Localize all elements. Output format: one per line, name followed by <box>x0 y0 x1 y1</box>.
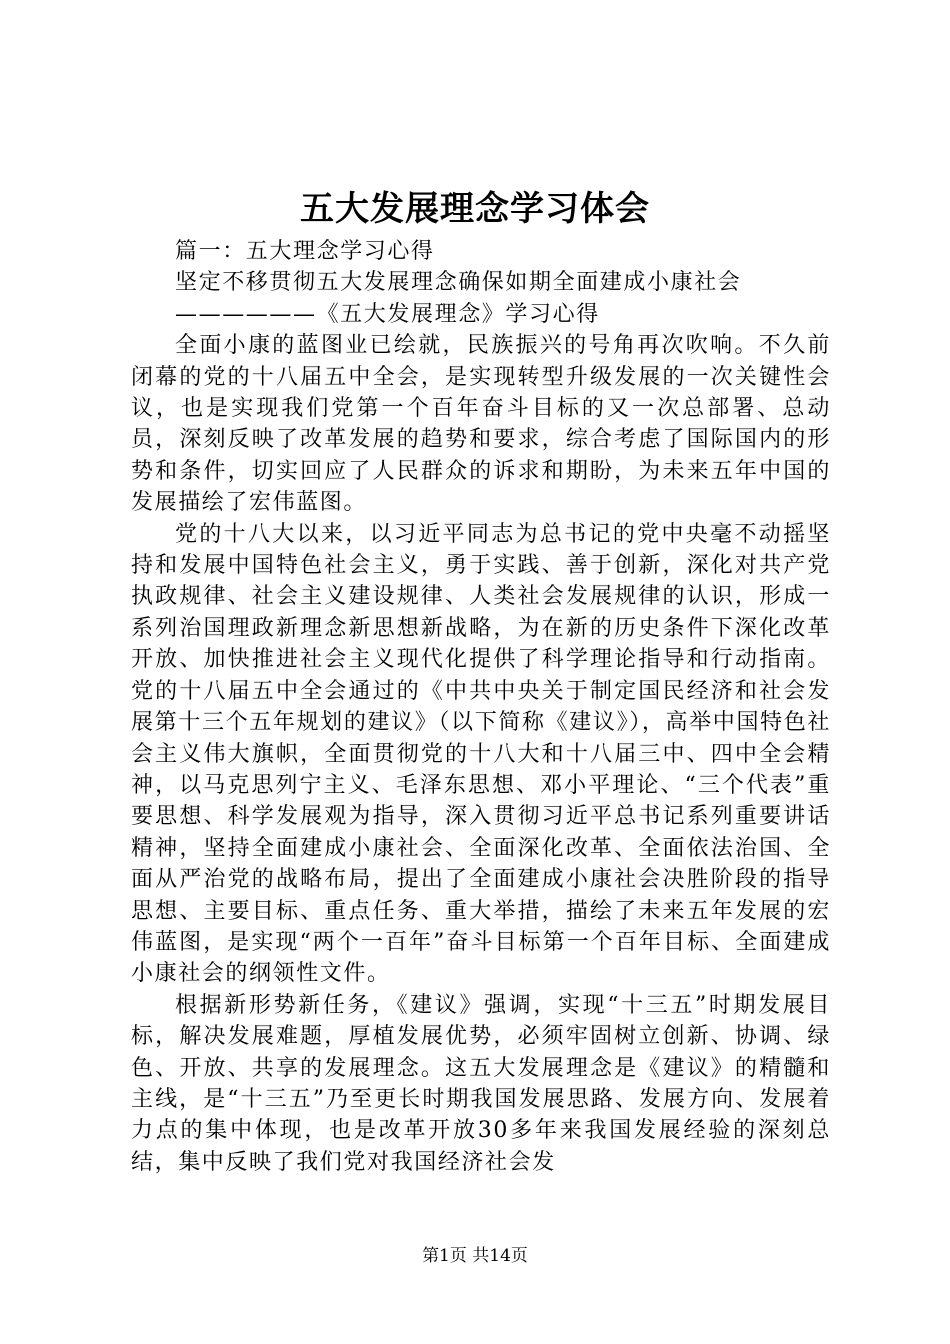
paragraph-3: 根据新形势新任务，《建议》强调，实现“十三五”时期发展目标，解决发展难题，厚植发展优势，必须牢固树立创新、协调、绿色、开放、共享的发展理念。这五大发展理念是《建议》的精髓和主线，是“十三五”乃至更长时期我国发展思路、发展方向、发展着力点的集中体现，也是改革开放30多年来我国发展经验的深刻总结，集中反映了我们党对我国经济社会发 <box>131 992 831 1175</box>
heading-line-2: 坚定不移贯彻五大发展理念确保如期全面建成小康社会 <box>175 270 742 296</box>
document-body <box>131 236 831 1178</box>
heading-line-1: 篇一：五大理念学习心得 <box>175 239 435 264</box>
paragraph-1: 全面小康的蓝图业已绘就，民族振兴的号角再次吹响。不久前闭幕的党的十八届五中全会，是实现转型升级发展的一次关键性会议，也是实现我们党第一个百年奋斗目标的又一次总部署、总动员，深刻反映了改革发展的趋势和要求，综合考虑了国际国内的形势和条件，切实回应了人民群众的诉求和期盼，为未来五年中国的发展描绘了宏伟蓝图。 <box>131 333 831 516</box>
page-footer: 第1页 共14页 <box>422 1246 528 1266</box>
paragraph-2: 党的十八大以来，以习近平同志为总书记的党中央毫不动摇坚持和发展中国特色社会主义，勇于实践、善于创新，深化对共产党执政规律、社会主义建设规律、人类社会发展规律的认识，形成一系列治国理政新理念新思想新战略，为在新的历史条件下深化改革开放、加快推进社会主义现代化提供了科学理论指导和行动指南。党的十八届五中全会通过的《中共中央关于制定国民经济和社会发展第十三个五年规划的建议》（以下简称《建议》），高举中国特色社会主义伟大旗帜，全面贯彻党的十八大和十八届三中、四中全会精神，以马克思列宁主义、毛泽东思想、邓小平理论、“三个代表”重要思想、科学发展观为指导，深入贯彻习近平总书记系列重要讲话精神，坚持全面建成小康社会、全面深化改革、全面依法治国、全面从严治党的战略布局，提出了全面建成小康社会决胜阶段的指导思想、主要目标、重点任务、重大举措，描绘了未来五年发展的宏伟蓝图，是实现“两个一百年”奋斗目标第一个百年目标、全面建成小康社会的纲领性文件。 <box>131 521 831 987</box>
heading-line-3: ——————《五大发展理念》学习心得 <box>175 301 600 327</box>
document-title: 五大发展理念学习体会 <box>300 189 650 229</box>
